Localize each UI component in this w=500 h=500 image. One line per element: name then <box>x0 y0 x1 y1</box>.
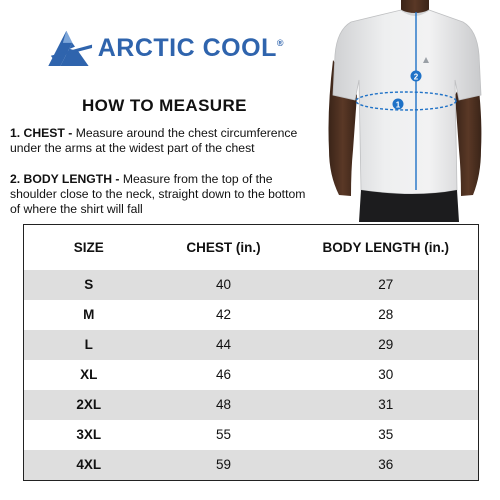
size-cell: 3XL <box>24 420 154 450</box>
how-to-measure-heading: HOW TO MEASURE <box>82 96 247 115</box>
table-row <box>24 390 479 420</box>
chest-cell: 59 <box>154 450 294 481</box>
body-length-cell: 31 <box>294 390 479 420</box>
measurement-model-image <box>315 0 500 222</box>
size-cell: M <box>24 300 154 330</box>
table-row <box>24 270 479 300</box>
size-column-header: SIZE <box>24 225 154 271</box>
body-length-instruction <box>10 172 310 217</box>
chest-cell: 55 <box>154 420 294 450</box>
table-row <box>24 330 479 360</box>
body-length-cell: 27 <box>294 270 479 300</box>
body-length-cell: 36 <box>294 450 479 481</box>
size-cell: 4XL <box>24 450 154 481</box>
size-cell: 2XL <box>24 390 154 420</box>
brand-logo <box>44 24 284 72</box>
chest-cell: 40 <box>154 270 294 300</box>
size-chart-table <box>23 224 479 481</box>
brand-name: ARCTIC COOL® <box>97 33 284 62</box>
chest-cell: 42 <box>154 300 294 330</box>
size-cell: L <box>24 330 154 360</box>
model-shorts <box>359 190 459 222</box>
body-length-cell: 28 <box>294 300 479 330</box>
body-length-cell: 30 <box>294 360 479 390</box>
size-cell: XL <box>24 360 154 390</box>
body-length-column-header: BODY LENGTH (in.) <box>294 225 479 271</box>
chest-instruction-text: Measure around the chest circumference under the arms at the widest part of the chest <box>10 126 298 155</box>
table-row <box>24 300 479 330</box>
body-length-instruction-label: 2. BODY LENGTH - <box>10 172 120 186</box>
chest-column-header: CHEST (in.) <box>154 225 294 271</box>
table-row <box>24 420 479 450</box>
chest-cell: 48 <box>154 390 294 420</box>
table-header-row <box>24 225 479 271</box>
chest-cell: 46 <box>154 360 294 390</box>
body-length-instruction-text: Measure from the top of the shoulder close to the neck, straight down to the bottom of where the shirt will fall <box>10 172 306 216</box>
table-row <box>24 360 479 390</box>
chest-instruction <box>10 126 310 156</box>
chest-cell: 44 <box>154 330 294 360</box>
body-length-cell: 35 <box>294 420 479 450</box>
length-marker-label: 2 <box>413 72 419 82</box>
body-length-cell: 29 <box>294 330 479 360</box>
chest-instruction-label: 1. CHEST - <box>10 126 73 140</box>
chest-marker-label: 1 <box>395 100 401 110</box>
table-row <box>24 450 479 481</box>
size-cell: S <box>24 270 154 300</box>
arctic-cool-logo-icon <box>44 25 94 71</box>
